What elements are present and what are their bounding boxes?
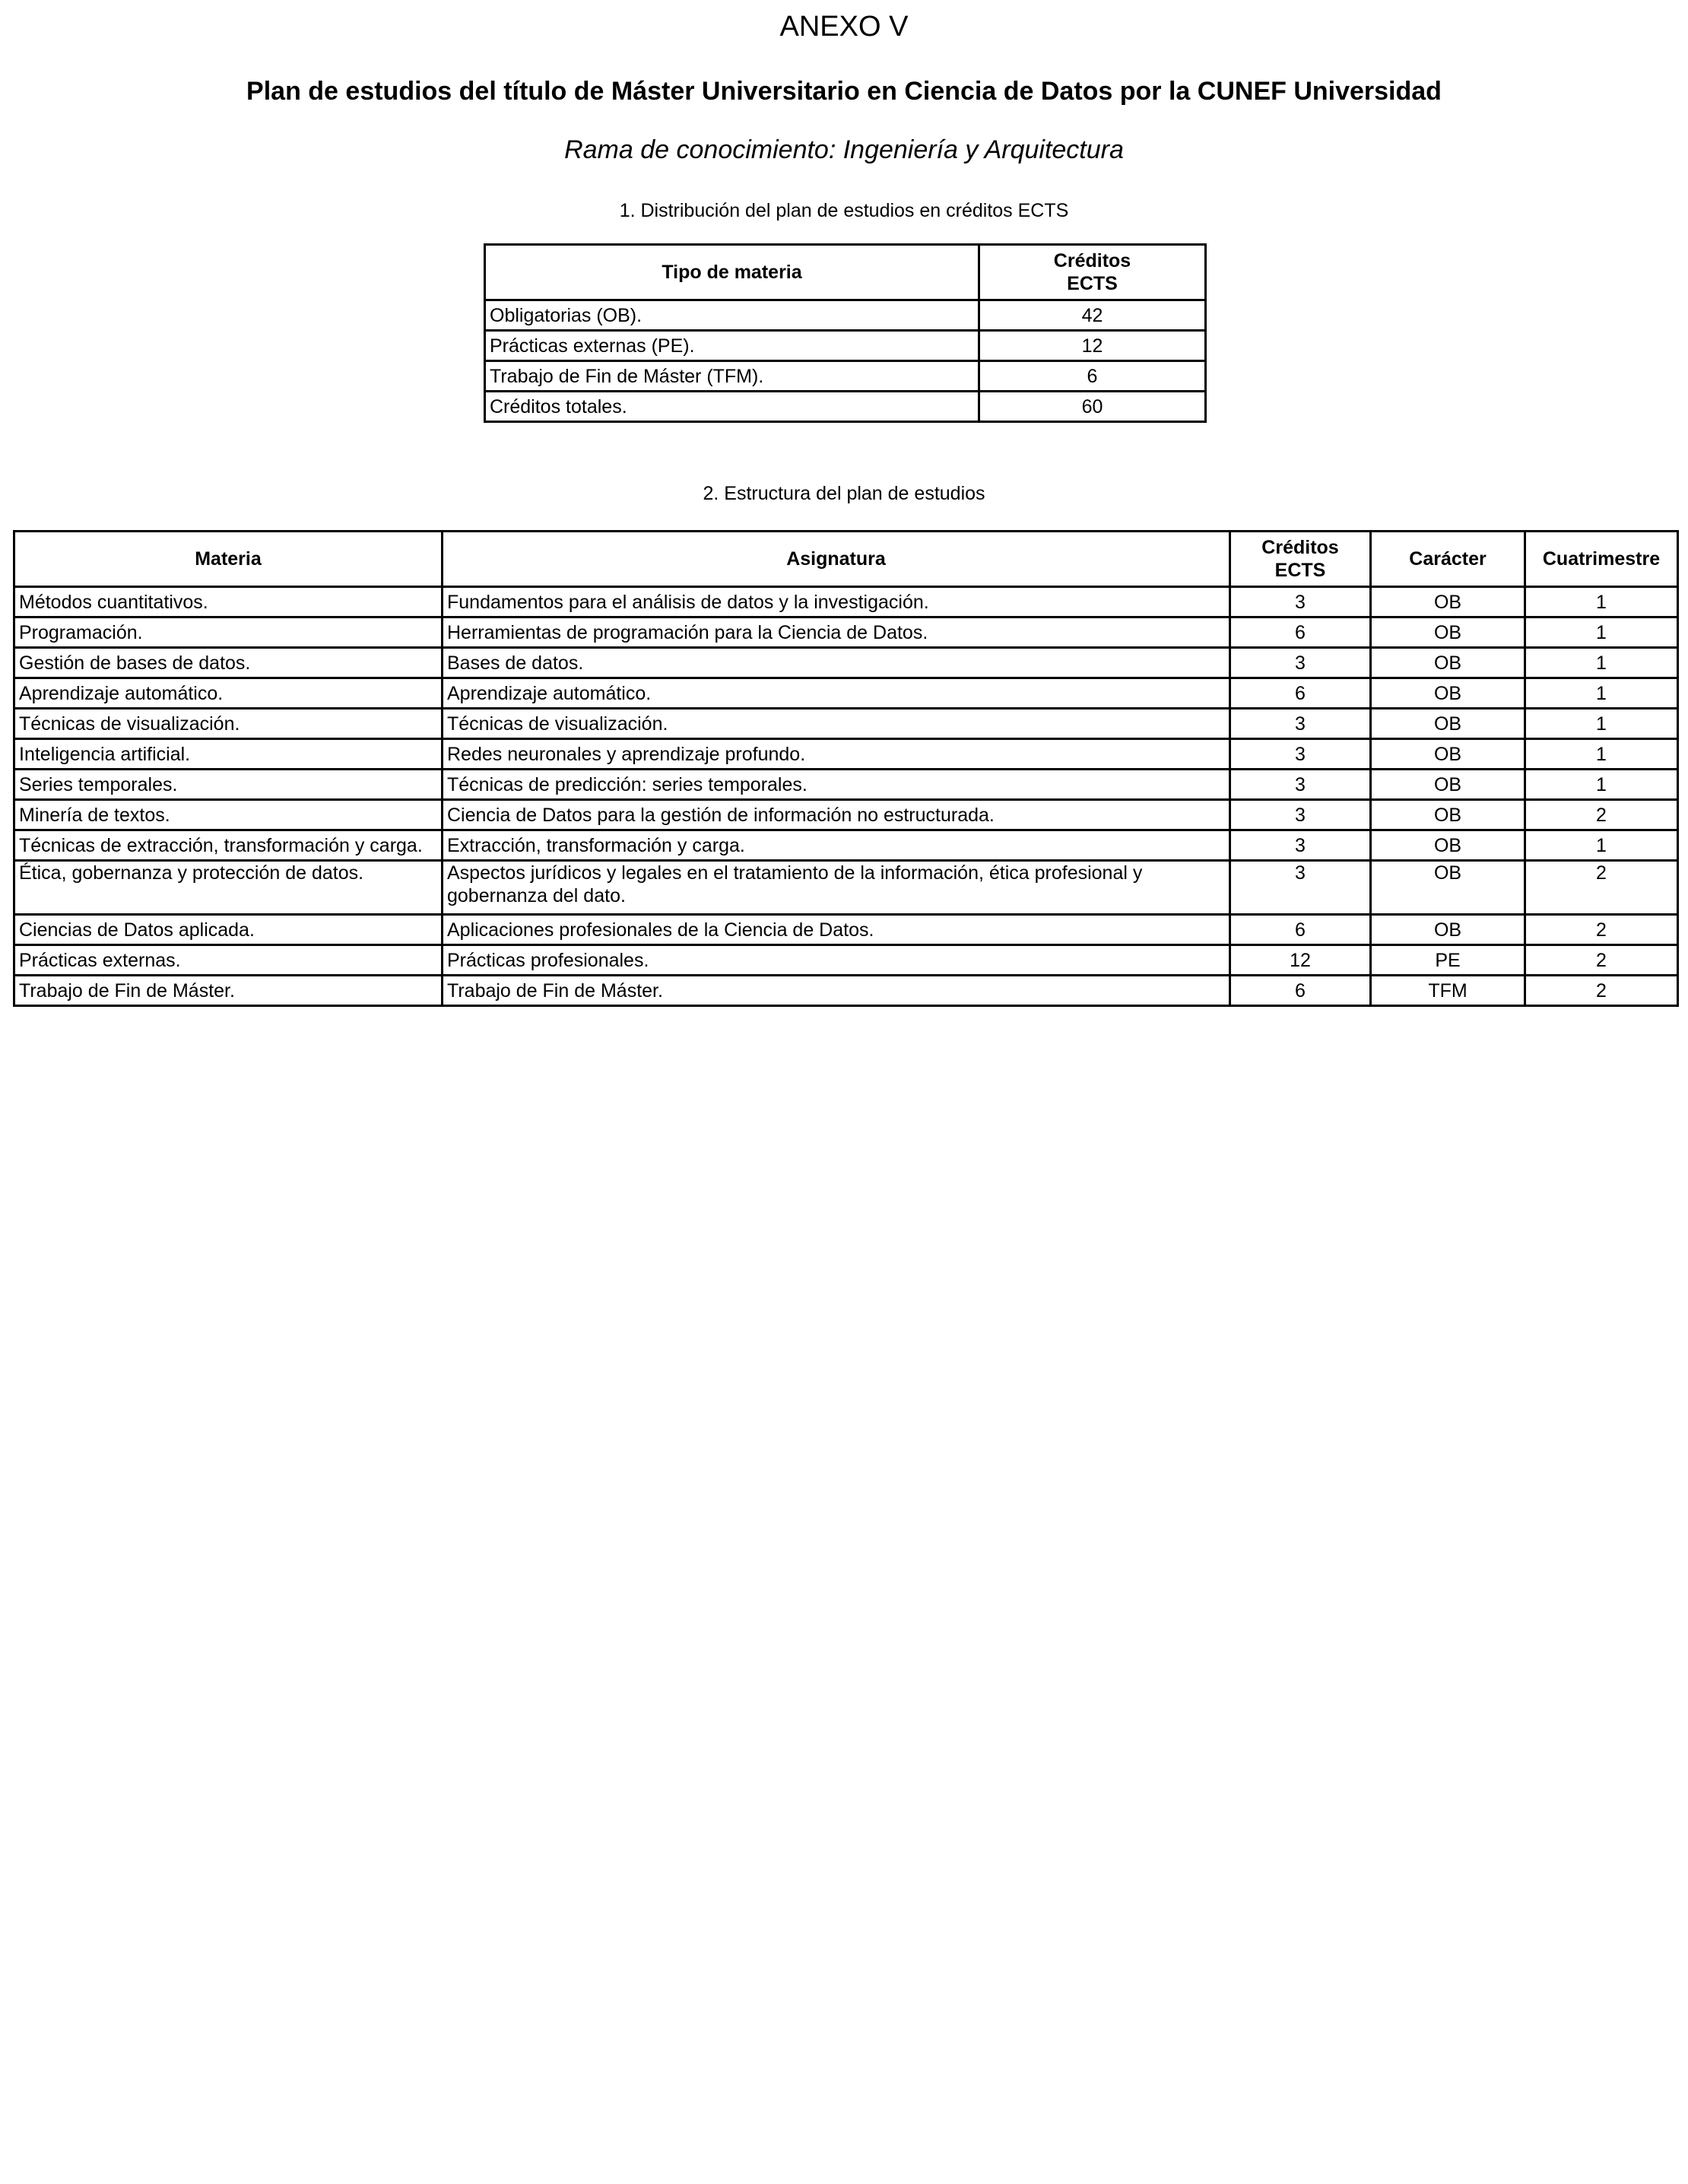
asignatura-cell: Bases de datos. [443,648,1230,678]
header-creditos-ects [1230,532,1371,587]
asignatura-cell: Trabajo de Fin de Máster. [443,976,1230,1006]
distribution-credits-cell: 12 [979,331,1206,361]
materia-cell: Ética, gobernanza y protección de datos. [14,861,443,915]
header-creditos-line2: ECTS [1274,560,1326,581]
caracter-cell: OB [1371,739,1525,770]
table-row [14,976,1678,1006]
caracter-cell: TFM [1371,976,1525,1006]
cuatrimestre-cell: 2 [1525,915,1678,945]
header-caracter: Carácter [1371,532,1525,587]
header-tipo-materia: Tipo de materia [485,245,979,300]
table-row [14,739,1678,770]
header-creditos-line2: ECTS [1067,273,1118,294]
materia-cell: Métodos cuantitativos. [14,587,443,617]
caracter-cell: OB [1371,678,1525,709]
caracter-cell: OB [1371,915,1525,945]
distribution-credits-cell: 6 [979,361,1206,392]
caracter-cell: OB [1371,587,1525,617]
asignatura-cell: Fundamentos para el análisis de datos y la investigación. [443,587,1230,617]
distribution-type-cell: Obligatorias (OB). [485,300,979,331]
caracter-cell: OB [1371,648,1525,678]
table-row [14,678,1678,709]
header-cuatrimestre: Cuatrimestre [1525,532,1678,587]
credits-cell: 12 [1230,945,1371,976]
cuatrimestre-cell: 2 [1525,800,1678,830]
table-row [14,861,1678,915]
cuatrimestre-cell: 2 [1525,976,1678,1006]
distribution-credits-cell: 42 [979,300,1206,331]
materia-cell: Ciencias de Datos aplicada. [14,915,443,945]
asignatura-cell: Ciencia de Datos para la gestión de información no estructurada. [443,800,1230,830]
caracter-cell: OB [1371,830,1525,861]
asignatura-cell: Aspectos jurídicos y legales en el tratamiento de la información, ética profesional y gobernanza del dato. [443,861,1230,915]
materia-cell: Series temporales. [14,770,443,800]
materia-cell: Técnicas de visualización. [14,709,443,739]
asignatura-cell: Extracción, transformación y carga. [443,830,1230,861]
credits-cell: 3 [1230,861,1371,915]
credits-cell: 6 [1230,617,1371,648]
cuatrimestre-cell: 1 [1525,770,1678,800]
distribution-row [485,300,1206,331]
cuatrimestre-cell: 2 [1525,861,1678,915]
caracter-cell: OB [1371,800,1525,830]
structure-table [13,530,1679,1007]
credits-cell: 6 [1230,976,1371,1006]
asignatura-cell: Técnicas de predicción: series temporales. [443,770,1230,800]
materia-cell: Inteligencia artificial. [14,739,443,770]
table-row [14,800,1678,830]
header-creditos-ects [979,245,1206,300]
credits-cell: 3 [1230,709,1371,739]
table-row [14,617,1678,648]
caracter-cell: OB [1371,861,1525,915]
materia-cell: Trabajo de Fin de Máster. [14,976,443,1006]
distribution-heading: 1. Distribución del plan de estudios en créditos ECTS [619,200,1069,221]
structure-header-row [14,532,1678,587]
distribution-row [485,331,1206,361]
materia-cell: Técnicas de extracción, transformación y carga. [14,830,443,861]
caracter-cell: OB [1371,770,1525,800]
materia-cell: Programación. [14,617,443,648]
distribution-type-cell: Créditos totales. [485,392,979,422]
credits-cell: 3 [1230,830,1371,861]
cuatrimestre-cell: 1 [1525,678,1678,709]
plan-title: Plan de estudios del título de Máster Universitario en Ciencia de Datos por la CUNEF Universidad [246,77,1442,106]
credits-cell: 6 [1230,915,1371,945]
materia-cell: Gestión de bases de datos. [14,648,443,678]
credits-cell: 3 [1230,739,1371,770]
table-row [14,830,1678,861]
table-row [14,770,1678,800]
distribution-total-row [485,392,1206,422]
cuatrimestre-cell: 2 [1525,945,1678,976]
cuatrimestre-cell: 1 [1525,709,1678,739]
asignatura-cell: Técnicas de visualización. [443,709,1230,739]
header-materia: Materia [14,532,443,587]
materia-cell: Aprendizaje automático. [14,678,443,709]
materia-cell: Minería de textos. [14,800,443,830]
credits-cell: 6 [1230,678,1371,709]
distribution-type-cell: Trabajo de Fin de Máster (TFM). [485,361,979,392]
table-row [14,648,1678,678]
asignatura-cell: Aplicaciones profesionales de la Ciencia de Datos. [443,915,1230,945]
table-row [14,915,1678,945]
table-row [14,945,1678,976]
distribution-row [485,361,1206,392]
cuatrimestre-cell: 1 [1525,739,1678,770]
cuatrimestre-cell: 1 [1525,830,1678,861]
distribution-header-row [485,245,1206,300]
cuatrimestre-cell: 1 [1525,587,1678,617]
credits-cell: 3 [1230,587,1371,617]
header-asignatura: Asignatura [443,532,1230,587]
distribution-credits-cell: 60 [979,392,1206,422]
caracter-cell: PE [1371,945,1525,976]
asignatura-cell: Redes neuronales y aprendizaje profundo. [443,739,1230,770]
distribution-table [484,243,1207,423]
credits-cell: 3 [1230,648,1371,678]
cuatrimestre-cell: 1 [1525,648,1678,678]
structure-heading: 2. Estructura del plan de estudios [703,483,985,504]
asignatura-cell: Herramientas de programación para la Ciencia de Datos. [443,617,1230,648]
header-creditos-line1: Créditos [1053,250,1131,271]
asignatura-cell: Prácticas profesionales. [443,945,1230,976]
knowledge-branch: Rama de conocimiento: Ingeniería y Arquitectura [564,135,1124,164]
caracter-cell: OB [1371,709,1525,739]
credits-cell: 3 [1230,800,1371,830]
asignatura-cell: Aprendizaje automático. [443,678,1230,709]
annex-title: ANEXO V [779,11,909,43]
table-row [14,587,1678,617]
distribution-type-cell: Prácticas externas (PE). [485,331,979,361]
header-creditos-line1: Créditos [1261,537,1339,558]
caracter-cell: OB [1371,617,1525,648]
materia-cell: Prácticas externas. [14,945,443,976]
table-row [14,709,1678,739]
cuatrimestre-cell: 1 [1525,617,1678,648]
credits-cell: 3 [1230,770,1371,800]
